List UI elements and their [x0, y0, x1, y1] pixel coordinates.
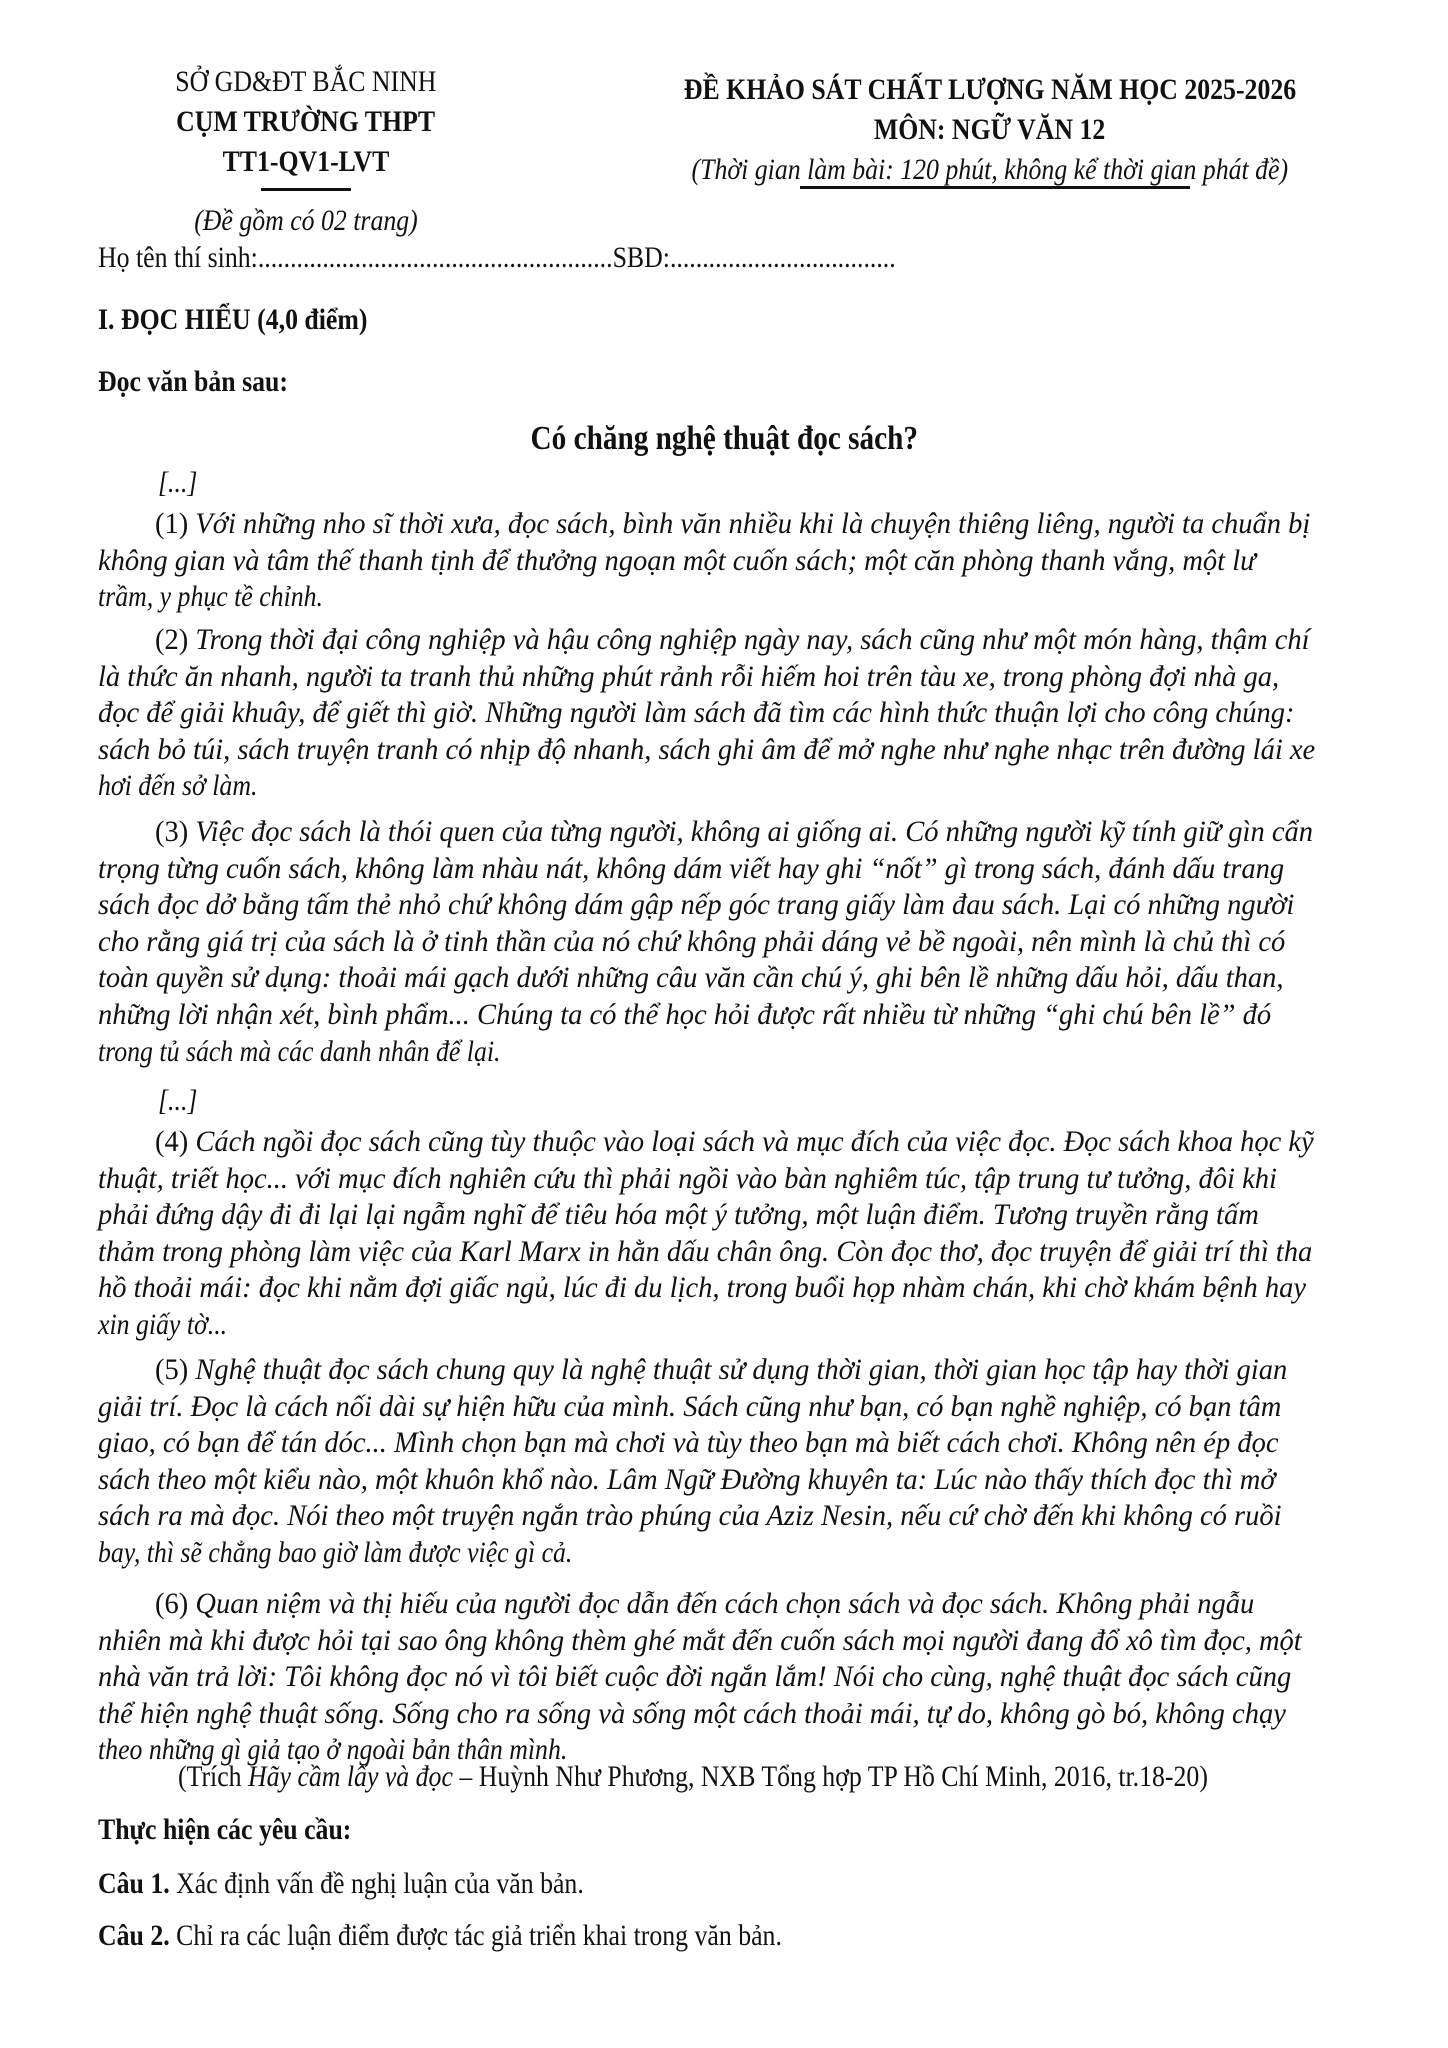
- paragraph-line: [98, 814, 1370, 851]
- question-2: [98, 1918, 893, 1954]
- paragraph-line: [98, 997, 1271, 1034]
- paragraph-line: [98, 768, 257, 805]
- paragraph-line: [98, 1352, 1344, 1389]
- paragraph-line-text: theo những gì giả tạo ở ngoài bản thân mình.: [98, 1733, 568, 1767]
- paragraph-line-text: đọc để giải khuây, để giết thì giờ. Những người làm sách đã tìm các hình thức thuận lợi cho công chúng:: [98, 696, 1295, 730]
- paragraph-line-text: xin giấy tờ...: [98, 1307, 228, 1341]
- pages-note: (Đề gồm có 02 trang): [194, 204, 418, 237]
- paragraph-number: (1): [155, 507, 189, 540]
- paragraph-line-text: sách bỏ túi, sách truyện tranh có nhịp độ nhanh, sách ghi âm để mở nghe như nghe nhạc trên đường lái xe: [98, 732, 1316, 766]
- paragraph-number: (6): [155, 1587, 189, 1620]
- sbd-field[interactable]: ...................................: [669, 241, 896, 274]
- paragraph-line: [98, 1586, 1311, 1623]
- paragraph-line-text: trong tủ sách mà các danh nhân để lại.: [98, 1034, 501, 1068]
- question-2-text: Chỉ ra các luận điểm được tác giả triển khai trong văn bản.: [169, 1919, 782, 1952]
- paragraph-line-text: Trong thời đại công nghiệp và hậu công nghiệp ngày nay, sách cũng như một món hàng, thậm chí: [195, 623, 1310, 656]
- paragraph-line: [98, 1535, 573, 1572]
- question-2-label: Câu 2.: [98, 1919, 170, 1952]
- paragraph-line: [98, 1161, 1277, 1198]
- paragraph-line-text: Cách ngồi đọc sách cũng tùy thuộc vào loại sách và mục đích của việc đọc. Đọc sách khoa học kỹ: [195, 1125, 1314, 1158]
- question-1: [98, 1866, 663, 1902]
- paragraph-line-text: không gian và tâm thế thanh tịnh để thưởng ngoạn một cuốn sách; một căn phòng thanh vắng, một lư: [98, 543, 1256, 577]
- candidate-name-field[interactable]: .......................................................: [257, 241, 613, 274]
- paragraph-line: [98, 543, 1256, 580]
- paragraph-line-text: trầm, y phục tề chỉnh.: [98, 580, 323, 614]
- paragraph-line: [98, 887, 1294, 924]
- paragraph-line: [98, 622, 1366, 659]
- paragraph-line: [98, 960, 1284, 997]
- passage-title: Có chăng nghệ thuật đọc sách?: [530, 420, 918, 457]
- paragraph-5: [98, 1352, 1350, 1572]
- paragraph-line: [98, 1623, 1302, 1660]
- header-right: [560, 70, 1420, 190]
- header-left-divider: [261, 188, 351, 191]
- paragraph-1: [98, 506, 1350, 616]
- paragraph-line: [98, 1696, 1286, 1733]
- paragraph-line-text: bay, thì sẽ chẳng bao giờ làm được việc gì cả.: [98, 1535, 573, 1569]
- source-book-title: Hãy cầm lấy và đọc: [248, 1760, 453, 1793]
- paragraph-number: (3): [155, 815, 189, 848]
- paragraph-line: [98, 1389, 1282, 1426]
- paragraph-line: [98, 732, 1315, 769]
- schools-code: TT1-QV1-LVT: [222, 145, 390, 178]
- paragraph-line-text: thuật, triết học... với mục đích nghiên cứu thì phải ngồi vào bàn nghiêm túc, tập trung tư tưởng, đôi khi: [98, 1161, 1277, 1195]
- paragraph-line-text: Nghệ thuật đọc sách chung quy là nghệ thuật sử dụng thời gian, thời gian học tập hay thời gian: [195, 1353, 1288, 1386]
- paragraph-line: [98, 1307, 227, 1344]
- paragraph-line: [98, 1197, 1259, 1234]
- paragraph-line: [98, 579, 323, 616]
- paragraph-line-text: Quan niệm và thị hiếu của người đọc dẫn đến cách chọn sách và đọc sách. Không phải ngẫu: [195, 1587, 1255, 1620]
- paragraph-line: [98, 1498, 1282, 1535]
- paragraph-line-text: phải đứng dậy đi đi lại lại ngẫm nghĩ để tiêu hóa một ý tưởng, một luận điểm. Tương truyền rằng tấm: [98, 1198, 1259, 1232]
- paragraph-line: [98, 1659, 1291, 1696]
- paragraph-line-text: sách ra mà đọc. Nói theo một truyện ngắn trào phúng của Aziz Nesin, nếu cứ chờ đến khi không có ruồi: [98, 1499, 1282, 1533]
- paragraph-line: [98, 1462, 1276, 1499]
- subject: MÔN: NGỮ VĂN 12: [874, 113, 1106, 146]
- question-1-label: Câu 1.: [98, 1867, 170, 1900]
- paragraph-number: (5): [155, 1353, 189, 1386]
- reading-instruction: Đọc văn bản sau:: [98, 365, 288, 398]
- paragraph-line-text: hồ thoải mái: đọc khi nằm đợi giấc ngủ, lúc đi du lịch, trong buổi họp nhàm chán, khi chờ khám bệnh hay: [98, 1271, 1306, 1305]
- paragraph-line-text: hơi đến sở làm.: [98, 769, 258, 803]
- paragraph-line: [98, 1425, 1279, 1462]
- paragraph-line: [98, 1270, 1306, 1307]
- paragraph-2: [98, 622, 1350, 805]
- paragraph-line-text: sách đọc dở bằng tấm thẻ nhỏ chứ không dám gập nếp góc trang giấy làm đau sách. Lại có những người: [98, 888, 1295, 922]
- paragraph-line-text: những lời nhận xét, bình phẩm... Chúng ta có thể học hỏi được rất nhiều từ những “ghi chú bên lề” đó: [98, 997, 1272, 1031]
- header-right-divider: [800, 186, 1190, 189]
- exam-title: ĐỀ KHẢO SÁT CHẤT LƯỢNG NĂM HỌC 2025-2026: [683, 73, 1297, 106]
- paragraph-line-text: Với những nho sĩ thời xưa, đọc sách, bình văn nhiều khi là chuyện thiêng liêng, người ta chuẩn bị: [195, 507, 1311, 540]
- paragraph-line-text: thảm trong phòng làm việc của Karl Marx in hằn dấu chân ông. Còn đọc thơ, đọc truyện để giải trí thì tha: [98, 1234, 1313, 1268]
- paragraph-4: [98, 1124, 1350, 1344]
- paragraph-line-text: cho rằng giá trị của sách là ở tinh thần của nó chứ không phải dáng vẻ bề ngoài, nên mình là chủ thì có: [98, 924, 1286, 958]
- paragraph-line-text: Việc đọc sách là thói quen của từng người, không ai giống ai. Có những người kỹ tính giữ gìn cẩn: [195, 815, 1314, 848]
- paragraph-line: [98, 659, 1279, 696]
- source-citation: (Trích Hãy cầm lấy và đọc – Huỳnh Như Phương, NXB Tổng hợp TP Hồ Chí Minh, 2016, tr.18-20): [178, 1760, 1208, 1793]
- paragraph-3: [98, 814, 1350, 1070]
- paragraph-line: [98, 695, 1294, 732]
- paragraph-6: [98, 1586, 1350, 1769]
- paragraph-number: (2): [155, 623, 189, 656]
- cluster-name: CỤM TRƯỜNG THPT: [176, 105, 436, 138]
- department-name: SỞ GD&ĐT BẮC NINH: [175, 65, 437, 98]
- paragraph-line-text: là thức ăn nhanh, người ta tranh thủ những phút rảnh rỗi hiếm hoi trên tàu xe, trong phòng đợi nhà ga,: [98, 659, 1280, 693]
- ellipsis-middle: [...]: [158, 1084, 198, 1117]
- paragraph-line-text: trọng từng cuốn sách, không làm nhàu nát, không dám viết hay ghi “nốt” gì trong sách, đánh dấu trang: [98, 851, 1285, 885]
- time-note: (Thời gian làm bài: 120 phút, không kể thời gian phát đề): [691, 153, 1289, 186]
- ellipsis-top: [...]: [158, 466, 198, 499]
- paragraph-line-text: giao, có bạn để tán dóc... Mình chọn bạn mà chơi và tùy theo bạn mà biết cách chơi. Không nên ép đọc: [98, 1426, 1279, 1460]
- paragraph-line: [98, 851, 1285, 888]
- paragraph-line: [98, 1124, 1371, 1161]
- candidate-name-label: Họ tên thí sinh:: [98, 241, 258, 274]
- paragraph-line-text: giải trí. Đọc là cách nối dài sự hiện hữu của mình. Sách cũng như bạn, có bạn nghề nghiệp, có bạn tâm: [98, 1389, 1282, 1423]
- paragraph-line: [98, 506, 1367, 543]
- paragraph-line-text: nhiên mà khi được hỏi tại sao ông không thèm ghé mắt đến cuốn sách mọi người đang đổ xô tìm đọc, một: [98, 1623, 1302, 1657]
- paragraph-line-text: sách theo một kiểu nào, một khuôn khổ nào. Lâm Ngữ Đường khuyên ta: Lúc nào thấy thích đọc thì mở: [98, 1462, 1276, 1496]
- paragraph-line: [98, 1234, 1312, 1271]
- tasks-heading: Thực hiện các yêu cầu:: [98, 1813, 352, 1846]
- paragraph-number: (4): [155, 1125, 189, 1158]
- paragraph-line-text: toàn quyền sử dụng: thoải mái gạch dưới những câu văn cần chú ý, ghi bên lề những dấu hỏi, dấu than,: [98, 961, 1284, 995]
- question-1-text: Xác định vấn đề nghị luận của văn bản.: [169, 1867, 584, 1900]
- candidate-info: [98, 240, 1026, 276]
- header-left: [96, 62, 516, 191]
- sbd-label: SBD:: [612, 241, 670, 274]
- paragraph-line-text: thể hiện nghệ thuật sống. Sống cho ra sống và sống một cách thoải mái, tự do, không gò bó, không chạy: [98, 1696, 1286, 1730]
- paragraph-line: [98, 1034, 500, 1071]
- paragraph-line-text: nhà văn trả lời: Tôi không đọc nó vì tôi biết cuộc đời ngắn lắm! Nói cho cùng, nghệ thuật đọc sách cũng: [98, 1660, 1292, 1694]
- section-heading: I. ĐỌC HIỂU (4,0 điểm): [98, 303, 368, 336]
- paragraph-line: [98, 924, 1286, 961]
